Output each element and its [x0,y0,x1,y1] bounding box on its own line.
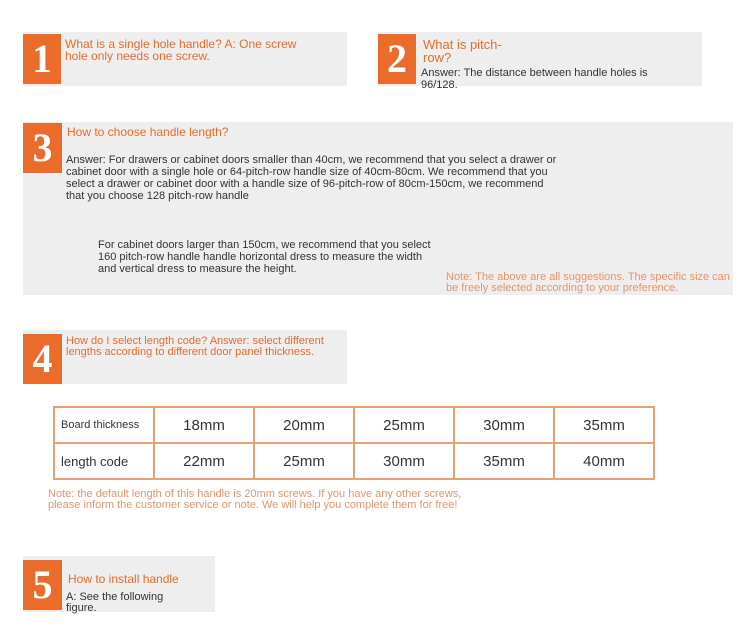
section-2-number-badge: 2 [378,34,416,84]
section-4-note: Note: the default length of this handle is 20mm screws. If you have any other screws, please inform the customer service or note. We will help you complete them for free! [48,488,462,511]
length-code-table [53,406,655,480]
table-cell: 25mm [254,443,354,479]
table-cell: 35mm [454,443,554,479]
section-5-number-badge: 5 [23,560,62,610]
section-2-answer: Answer: The distance between handle holes is 96/128. [421,67,648,91]
section-5-answer: A: See the following figure. [66,591,164,614]
table-cell: 35mm [554,407,654,443]
table-cell: 20mm [254,407,354,443]
board-thickness-header: Board thickness [54,407,154,443]
section-3-title: How to choose handle length? [67,125,229,139]
section-1-text: What is a single hole handle? A: One screw hole only needs one screw. [65,37,297,63]
section-3-number-badge: 3 [23,123,62,173]
table-row [54,407,654,443]
length-code-header: length code [54,443,154,479]
table-cell: 30mm [454,407,554,443]
section-2-title: What is pitch-row? [423,37,502,65]
section-5-title: How to install handle [68,572,179,586]
section-1-number-badge: 1 [23,34,61,84]
table-cell: 40mm [554,443,654,479]
section-3-answer: Answer: For drawers or cabinet doors smaller than 40cm, we recommend that you select a drawer or cabinet door with a single hole or 64-pitch-row handle size of 40cm-80cm. We recommend that you select a drawer or cabinet door with a handle size of 96-pitch-row of 80cm-150cm, we recommend that you choose 128 pitch-row handle [66,154,557,202]
section-4-number-badge: 4 [23,334,62,384]
table-row [54,443,654,479]
table-cell: 25mm [354,407,454,443]
section-3-note: Note: The above are all suggestions. The specific size can be freely selected according to your preference. [446,271,730,294]
table-cell: 18mm [154,407,254,443]
table-cell: 22mm [154,443,254,479]
section-4-text: How do I select length code? Answer: select different lengths according to different door panel thickness. [66,335,324,358]
section-3-answer-large-doors: For cabinet doors larger than 150cm, we recommend that you select 160 pitch-row handle handle horizontal dress to measure the width and vertical dress to measure the height. [98,239,431,275]
table-cell: 30mm [354,443,454,479]
